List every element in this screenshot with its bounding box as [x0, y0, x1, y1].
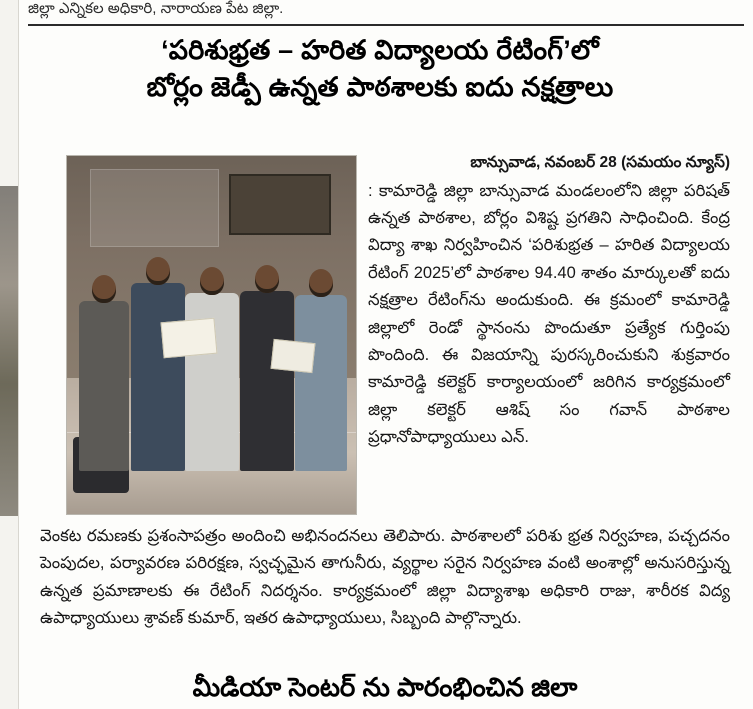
photo-person-head: [92, 275, 116, 303]
photo-certificate-secondary: [271, 339, 316, 373]
article-photo: [66, 155, 357, 515]
headline-line-2: బోర్లం జెడ్పీ ఉన్నత పాఠశాలకు ఐదు నక్షత్రాలు: [146, 72, 614, 103]
photo-person-5: [295, 295, 347, 471]
photo-person-2: [131, 283, 185, 471]
photo-person-head: [255, 265, 279, 293]
article-column-right: [368, 150, 730, 451]
adjacent-column-photo: [0, 186, 18, 516]
photo-person-head: [309, 269, 333, 297]
photo-person-head: [146, 257, 170, 285]
article-headline: [30, 32, 730, 107]
adjacent-column-strip: [0, 0, 19, 709]
article-body-full: వెంకట రమణకు ప్రశంసాపత్రం అందించి అభినందనలు తెలిపారు. పాఠశాలలో పరిశు భ్రత నిర్వహణ, పచ్చదనం పెంపుదల, పర్యావరణ పరిరక్షణ, స్వచ్ఛమైన తాగునీరు, వ్యర్థాల సరైన నిర్వహణ వంటి అంశాల్లో అనుసరిస్తున్న ఉన్నత ప్రమాణాలకు ఈ రేటింగ్ నిదర్శనం. కార్యక్రమంలో జిల్లా విద్యాశాఖ అధికారి రాజు, శారీరక విద్య ఉపాధ్యాయులు శ్రావణ్ కుమార్, ఇతర ఉపాధ్యాయులు, సిబ్బంది పాల్గొన్నారు.: [40, 527, 730, 628]
article-body-right: : కామారెడ్డి జిల్లా బాన్సువాడ మండలంలోని జిల్లా పరిషత్ ఉన్నత పాఠశాల, బోర్లం విశిష్ట ప్రగతిని సాధించింది. కేంద్ర విద్యా శాఖ నిర్వహించిన ‘పరిశుభ్రత – హరిత విద్యాలయ రేటింగ్ 2025’లో పాఠశాల 94.40 శాతం మార్కులతో ఐదు నక్షత్రాల రేటింగ్‌ను అందుకుంది. ఈ క్రమంలో కామారెడ్డి జిల్లాలో రెండో స్థానంను పొందుతూ ప్రత్యేక గుర్తింపు పొందింది. ఈ విజయాన్ని పురస్కరించుకుని శుక్రవారం కామారెడ్డి కలెక్టర్ కార్యాలయంలో జరిగిన కార్యక్రమంలో జిల్లా కలెక్టర్ ఆశిష్ సం గవాన్ పాఠశాల ప్రధానోపాధ్యాయులు ఎన్.: [368, 181, 730, 447]
photo-certificate: [161, 318, 218, 359]
photo-person-1: [79, 301, 129, 471]
article-dateline: బాన్సువాడ, నవంబర్ 28 (సమయం న్యూస్): [470, 154, 730, 171]
headline-line-1: ‘పరిశుభ్రత – హరిత విద్యాలయ రేటింగ్’లో: [161, 35, 599, 65]
section-divider: [28, 24, 744, 26]
previous-article-tail: జిల్లా ఎన్నికల అధికారి, నారాయణ పేట జిల్లా.: [28, 0, 284, 17]
photo-person-head: [200, 267, 224, 295]
photo-wall-panel: [90, 169, 219, 246]
photo-notice-board: [229, 174, 331, 236]
next-article-headline: మీడియా సెంటర్ ను పారంభించిన జిలా: [192, 672, 578, 702]
photo-person-4: [240, 291, 294, 471]
